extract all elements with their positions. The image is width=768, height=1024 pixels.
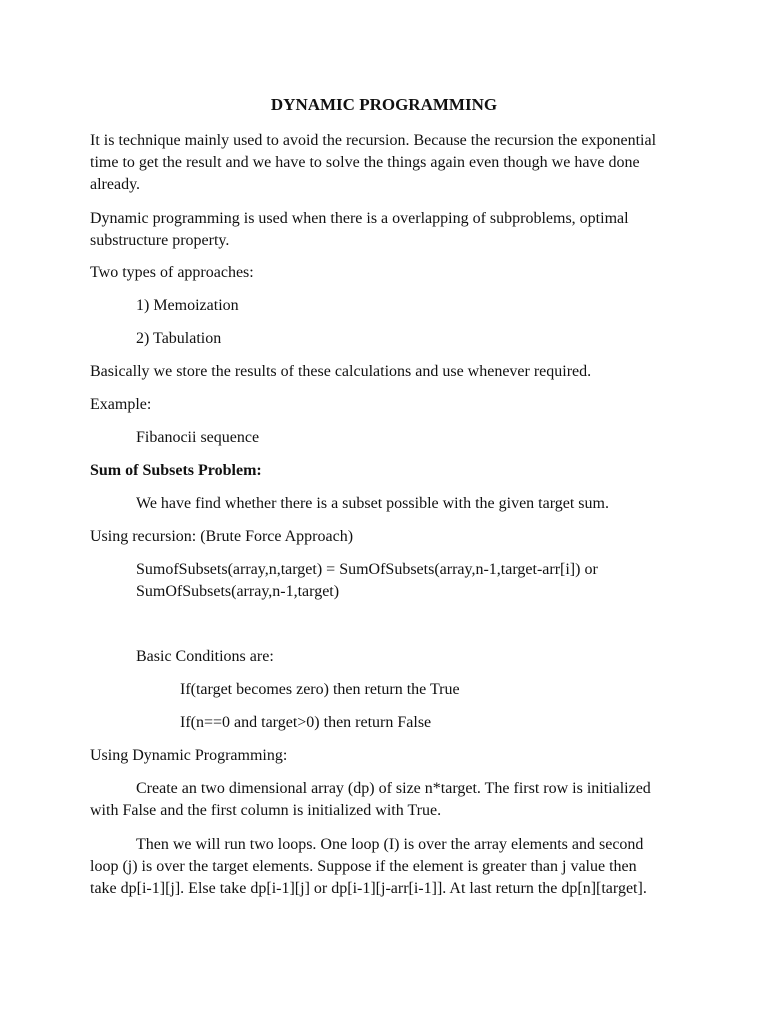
storage-paragraph: Basically we store the results of these calculations and use whenever required. [90, 363, 592, 380]
approach-item-tabulation: 2) Tabulation [136, 330, 222, 347]
dp-loops-paragraph: Then we will run two loops. One loop (I) is over the array elements and second loop (j) is over the target elements. Suppose if the element is greater than j value then take dp[i-1][j]. Else take dp[i-1][j] or dp[i-1][j-arr[i-1]]. At last return the dp[n][target]. [90, 836, 647, 897]
conditions-heading: Basic Conditions are: [136, 648, 274, 665]
page-title: DYNAMIC PROGRAMMING [270, 95, 498, 114]
recursion-heading: Using recursion: (Brute Force Approach) [90, 528, 354, 545]
intro-paragraph: It is technique mainly used to avoid the recursion. Because the recursion the exponential time to get the result and we have to solve the things again even though we have done already. [90, 132, 657, 193]
approach-item-memoization: 1) Memoization [136, 297, 239, 314]
example-label: Example: [90, 396, 152, 413]
formula-line-2: SumOfSubsets(array,n-1,target) [136, 583, 340, 600]
condition-item-2: If(n==0 and target>0) then return False [180, 714, 432, 731]
condition-item-1: If(target becomes zero) then return the True [180, 681, 460, 698]
approaches-heading: Two types of approaches: [90, 264, 254, 281]
example-item: Fibanocii sequence [136, 429, 260, 446]
dp-heading: Using Dynamic Programming: [90, 747, 288, 764]
definition-paragraph: Dynamic programming is used when there is a overlapping of subproblems, optimal substructure property. [90, 210, 629, 249]
section-heading: Sum of Subsets Problem: [90, 462, 262, 479]
dp-array-paragraph: Create an two dimensional array (dp) of size n*target. The first row is initialized with False and the first column is initialized with True. [90, 780, 651, 819]
formula-line-1: SumofSubsets(array,n,target) = SumOfSubsets(array,n-1,target-arr[i]) or [136, 561, 598, 578]
problem-statement: We have find whether there is a subset possible with the given target sum. [136, 495, 609, 512]
